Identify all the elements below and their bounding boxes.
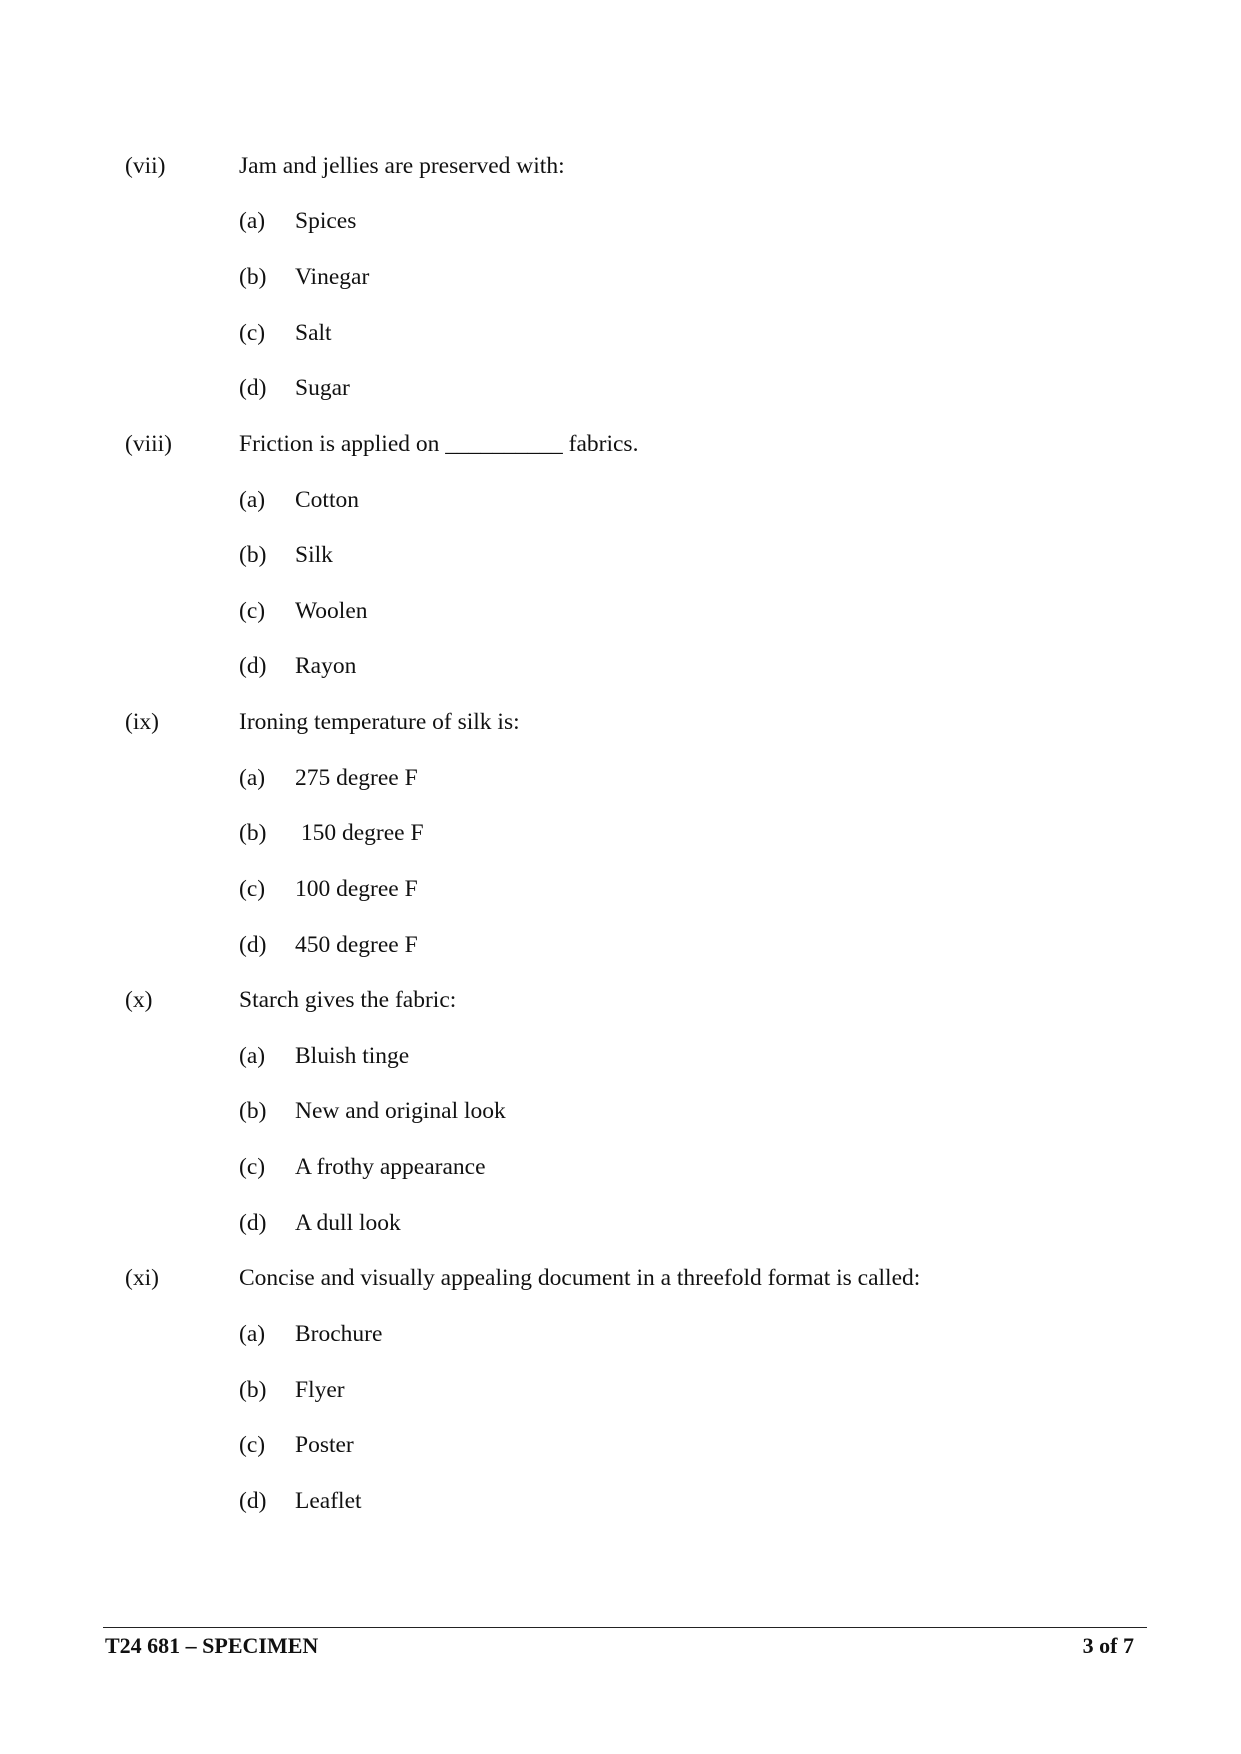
- option-text: 450 degree F: [295, 932, 418, 958]
- option-text: Salt: [295, 320, 332, 346]
- option-text: Sugar: [295, 375, 350, 401]
- option-text: Poster: [295, 1432, 354, 1458]
- option-label: (d): [239, 1210, 267, 1236]
- option-label: (d): [239, 653, 267, 679]
- question-text: Jam and jellies are preserved with:: [239, 153, 565, 179]
- option-text: Vinegar: [295, 264, 370, 290]
- question-text: Starch gives the fabric:: [239, 987, 457, 1013]
- option-label: (b): [239, 820, 267, 846]
- option-label: (d): [239, 375, 267, 401]
- option-label: (c): [239, 876, 266, 902]
- option-label: (b): [239, 264, 267, 290]
- question-number: (ix): [125, 709, 159, 735]
- option-label: (a): [239, 1043, 266, 1069]
- footer-divider: [103, 1627, 1147, 1628]
- option-text: Leaflet: [295, 1488, 362, 1514]
- option-text: Flyer: [295, 1377, 345, 1403]
- option-label: (c): [239, 598, 266, 624]
- option-label: (b): [239, 542, 267, 568]
- question-number: (vii): [125, 153, 166, 179]
- option-text: Rayon: [295, 653, 357, 679]
- question-text: Concise and visually appealing document in a threefold format is called:: [239, 1265, 921, 1291]
- question-number: (viii): [125, 431, 172, 457]
- option-text: 100 degree F: [295, 876, 418, 902]
- option-label: (b): [239, 1098, 267, 1124]
- option-text: A dull look: [295, 1210, 401, 1236]
- option-label: (b): [239, 1377, 267, 1403]
- option-label: (a): [239, 765, 266, 791]
- option-text: New and original look: [295, 1098, 506, 1124]
- footer-page-number: 3 of 7: [1082, 1633, 1134, 1658]
- footer-paper-code: T24 681 – SPECIMEN: [105, 1633, 319, 1658]
- question-text: Ironing temperature of silk is:: [239, 709, 520, 735]
- question-text: Friction is applied on __________ fabrics.: [239, 431, 639, 457]
- option-text: Silk: [295, 542, 333, 568]
- option-label: (a): [239, 487, 266, 513]
- option-text: Bluish tinge: [295, 1043, 410, 1069]
- option-label: (c): [239, 1432, 266, 1458]
- option-text: Brochure: [295, 1321, 383, 1347]
- option-label: (c): [239, 320, 266, 346]
- option-label: (a): [239, 208, 266, 234]
- question-number: (xi): [125, 1265, 159, 1291]
- option-text: Woolen: [295, 598, 368, 624]
- option-label: (a): [239, 1321, 266, 1347]
- option-text: 275 degree F: [295, 765, 418, 791]
- option-text: Cotton: [295, 487, 359, 513]
- option-text: 150 degree F: [295, 820, 424, 846]
- option-label: (d): [239, 932, 267, 958]
- option-label: (d): [239, 1488, 267, 1514]
- question-number: (x): [125, 987, 153, 1013]
- option-text: A frothy appearance: [295, 1154, 486, 1180]
- option-label: (c): [239, 1154, 266, 1180]
- option-text: Spices: [295, 208, 357, 234]
